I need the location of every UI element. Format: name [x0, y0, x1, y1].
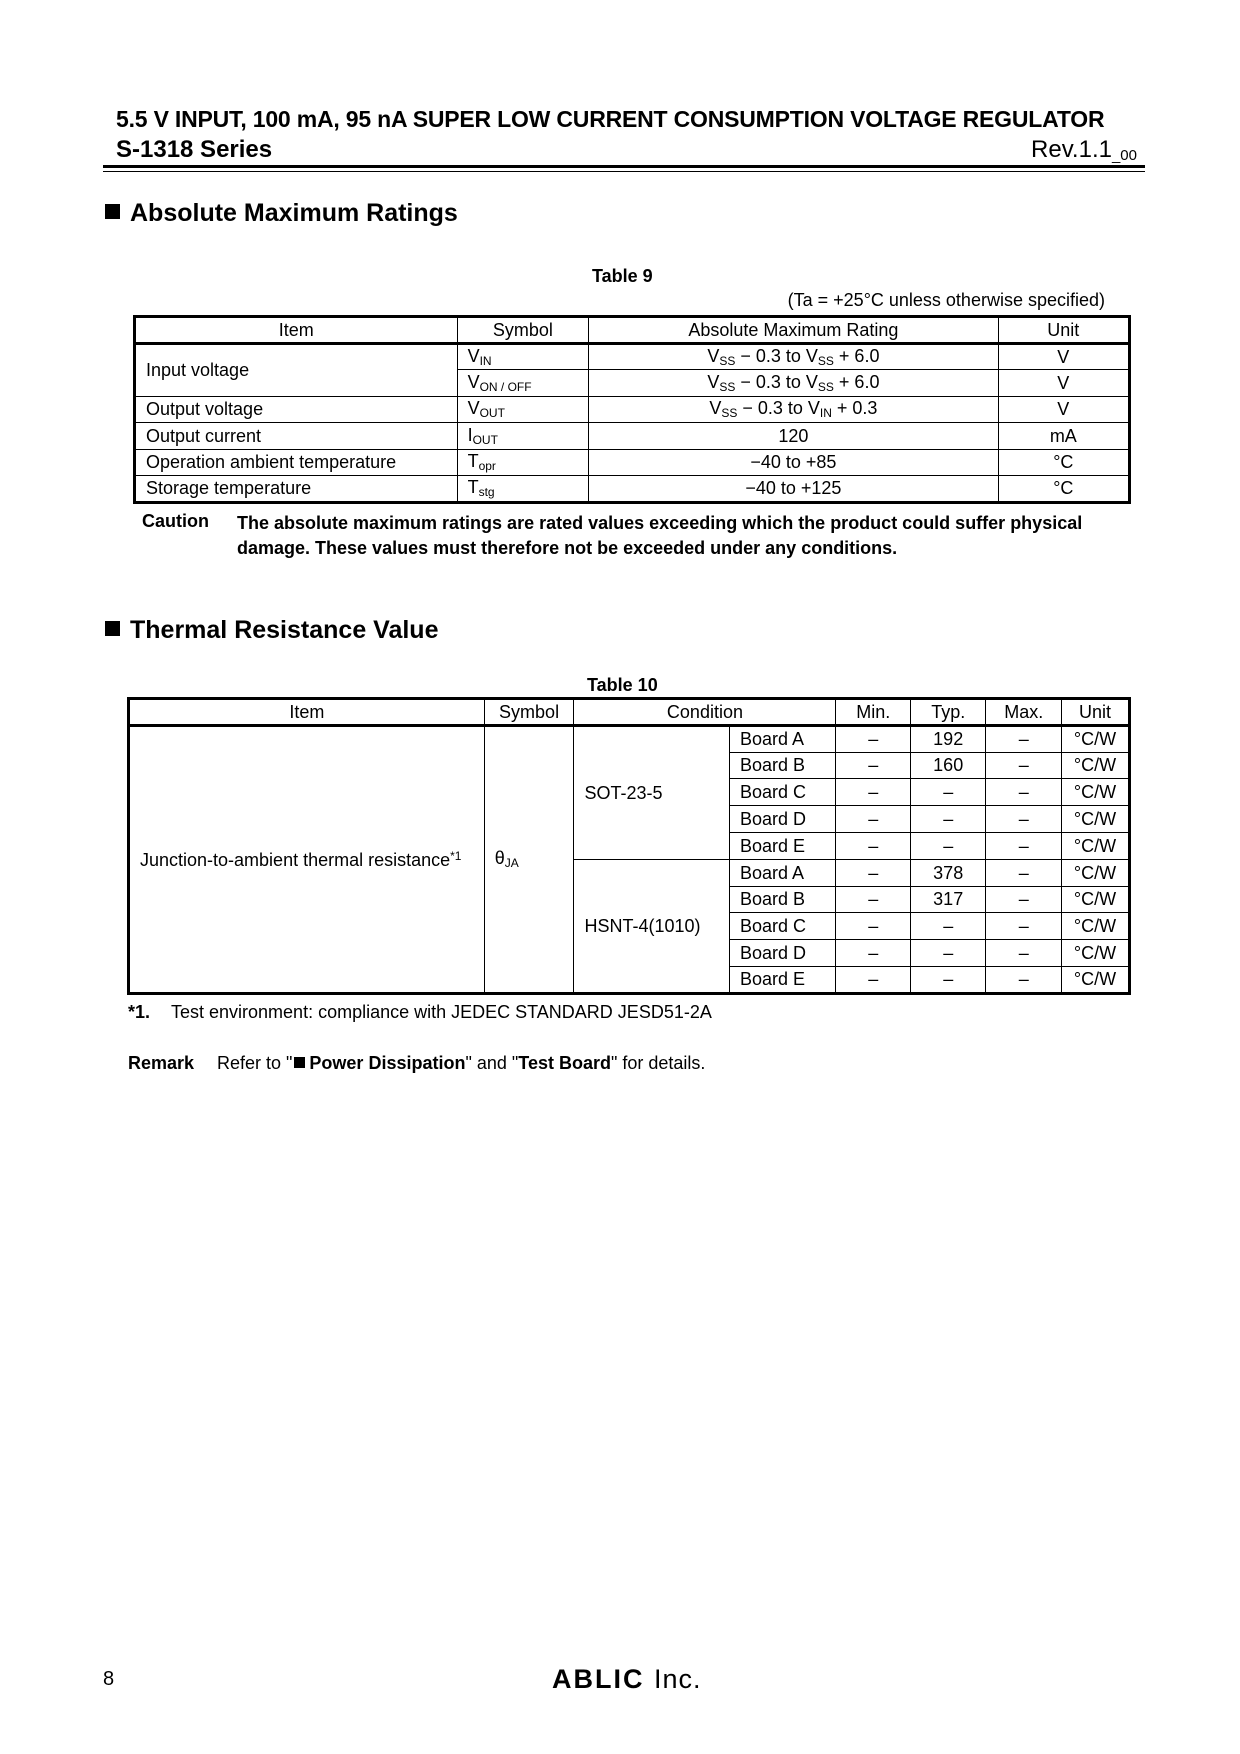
symbol-cell: $\theta_{JA}$ — [484, 725, 574, 993]
section-title: Absolute Maximum Ratings — [130, 199, 458, 227]
board-cell: Board C — [729, 779, 836, 806]
typ-cell: 317 — [910, 886, 985, 913]
rating-cell: −40 to +125 — [589, 476, 998, 503]
unit-cell: V — [998, 343, 1129, 370]
board-cell: Board E — [729, 966, 836, 993]
typ-cell: – — [910, 940, 985, 967]
board-cell: Board C — [729, 913, 836, 940]
board-cell: Board B — [729, 886, 836, 913]
symbol-cell: $I_{OUT}$ — [457, 423, 589, 450]
col-header: Typ. — [910, 699, 985, 726]
col-header: Symbol — [457, 317, 589, 344]
min-cell: – — [836, 725, 911, 752]
rating-cell: 120 — [589, 423, 998, 450]
typ-cell: 378 — [910, 859, 985, 886]
typ-cell: – — [910, 779, 985, 806]
max-cell: – — [986, 886, 1062, 913]
revision-suffix: _00 — [1111, 147, 1137, 164]
table-header-row — [135, 317, 1130, 344]
rating-cell: $V_{SS} - 0.3$ to $V_{SS} + 6.0$ — [589, 370, 998, 397]
col-header: Unit — [998, 317, 1129, 344]
unit-cell: V — [998, 396, 1129, 423]
max-cell: – — [986, 779, 1062, 806]
typ-cell: – — [910, 832, 985, 859]
unit-cell: °C/W — [1062, 966, 1130, 993]
col-header: Absolute Maximum Rating — [589, 317, 998, 344]
footnote-text: Test environment: compliance with JEDEC STANDARD JESD51-2A — [171, 1002, 712, 1022]
min-cell: – — [836, 806, 911, 833]
min-cell: – — [836, 966, 911, 993]
table-caption: Table 10 — [587, 675, 658, 695]
min-cell: – — [836, 779, 911, 806]
caution-text: The absolute maximum ratings are rated values exceeding which the product could suffer physical damage. These values must therefore not be exceeded under any conditions. — [237, 513, 1083, 558]
min-cell: – — [836, 859, 911, 886]
header-rule-thin — [103, 171, 1145, 172]
page-number: 8 — [103, 1668, 115, 1690]
remark-ref-power-dissipation: Power Dissipation — [309, 1053, 466, 1073]
rating-cell: $V_{SS} - 0.3$ to $V_{IN} + 0.3$ — [589, 396, 998, 423]
max-cell: – — [986, 752, 1062, 779]
unit-cell: °C — [998, 449, 1129, 476]
rating-cell: −40 to +85 — [589, 449, 998, 476]
revision-number: Rev.1.1 — [1031, 136, 1112, 163]
unit-cell: °C/W — [1062, 752, 1130, 779]
typ-cell: – — [910, 806, 985, 833]
remark-ref-test-board: Test Board — [518, 1053, 611, 1073]
min-cell: – — [836, 886, 911, 913]
min-cell: – — [836, 752, 911, 779]
min-cell: – — [836, 832, 911, 859]
unit-cell: °C/W — [1062, 886, 1130, 913]
table-caption: Table 9 — [592, 266, 653, 286]
typ-cell: – — [910, 913, 985, 940]
table-row — [135, 343, 1130, 370]
board-cell: Board A — [729, 725, 836, 752]
brand-suffix: Inc. — [654, 1664, 702, 1694]
col-header: Item — [129, 699, 485, 726]
max-cell: – — [986, 859, 1062, 886]
item-cell: Junction-to-ambient thermal resistance$^{*1}$ — [129, 725, 485, 993]
table-row — [129, 725, 1130, 752]
table-row — [135, 449, 1130, 476]
unit-cell: V — [998, 370, 1129, 397]
col-header: Item — [135, 317, 458, 344]
item-cell: Output voltage — [135, 396, 458, 423]
symbol-cell: $V_{OUT}$ — [457, 396, 589, 423]
thermal-resistance-table — [127, 697, 1131, 995]
unit-cell: °C/W — [1062, 859, 1130, 886]
revision — [1031, 136, 1137, 164]
document-title: 5.5 V INPUT, 100 mA, 95 nA SUPER LOW CURRENT CONSUMPTION VOLTAGE REGULATOR — [116, 106, 1105, 132]
square-bullet-icon — [294, 1057, 305, 1068]
rating-cell: $V_{SS} - 0.3$ to $V_{SS} + 6.0$ — [589, 343, 998, 370]
series-name: S-1318 Series — [116, 136, 273, 163]
table-row — [135, 423, 1130, 450]
table-row — [135, 476, 1130, 503]
remark-label: Remark — [128, 1053, 195, 1073]
package-cell: SOT-23-5 — [574, 725, 730, 859]
max-cell: – — [986, 806, 1062, 833]
board-cell: Board B — [729, 752, 836, 779]
symbol-cell: $T_{stg}$ — [457, 476, 589, 503]
symbol-cell: $V_{IN}$ — [457, 343, 589, 370]
package-cell: HSNT-4(1010) — [574, 859, 730, 993]
section-heading-thermal — [105, 616, 438, 645]
section-title: Thermal Resistance Value — [130, 616, 439, 644]
table-row — [135, 396, 1130, 423]
board-cell: Board A — [729, 859, 836, 886]
item-cell: Output current — [135, 423, 458, 450]
max-cell: – — [986, 913, 1062, 940]
symbol-cell: $V_{ON / OFF}$ — [457, 370, 589, 397]
item-cell: Operation ambient temperature — [135, 449, 458, 476]
unit-cell: mA — [998, 423, 1129, 450]
max-cell: – — [986, 725, 1062, 752]
symbol-cell: $T_{opr}$ — [457, 449, 589, 476]
max-cell: – — [986, 832, 1062, 859]
footnote-label: *1. — [128, 1002, 151, 1022]
header-rule-thick — [103, 165, 1145, 168]
board-cell: Board D — [729, 806, 836, 833]
col-header: Max. — [986, 699, 1062, 726]
board-cell: Board E — [729, 832, 836, 859]
caution-label: Caution — [142, 511, 209, 531]
abs-max-table — [133, 315, 1131, 504]
max-cell: – — [986, 966, 1062, 993]
col-header: Min. — [836, 699, 911, 726]
col-header: Unit — [1062, 699, 1130, 726]
condition-note: (Ta = +25°C unless otherwise specified) — [787, 290, 1105, 310]
col-header: Condition — [574, 699, 836, 726]
square-bullet-icon — [105, 621, 120, 636]
unit-cell: °C/W — [1062, 940, 1130, 967]
unit-cell: °C/W — [1062, 779, 1130, 806]
min-cell: – — [836, 940, 911, 967]
typ-cell: 160 — [910, 752, 985, 779]
board-cell: Board D — [729, 940, 836, 967]
unit-cell: °C/W — [1062, 913, 1130, 940]
col-header: Symbol — [484, 699, 574, 726]
brand-name: ABLIC — [552, 1664, 645, 1694]
table-header-row — [129, 699, 1130, 726]
typ-cell: – — [910, 966, 985, 993]
item-cell: Input voltage — [135, 343, 458, 396]
item-cell: Storage temperature — [135, 476, 458, 503]
square-bullet-icon — [105, 204, 120, 219]
remark-text: Refer to " Power Dissipation" and "Test Board" for details. — [217, 1053, 706, 1073]
unit-cell: °C/W — [1062, 832, 1130, 859]
unit-cell: °C — [998, 476, 1129, 503]
max-cell: – — [986, 940, 1062, 967]
brand-logo — [552, 1664, 702, 1695]
unit-cell: °C/W — [1062, 806, 1130, 833]
unit-cell: °C/W — [1062, 725, 1130, 752]
typ-cell: 192 — [910, 725, 985, 752]
min-cell: – — [836, 913, 911, 940]
section-heading-abs-max — [105, 199, 458, 228]
